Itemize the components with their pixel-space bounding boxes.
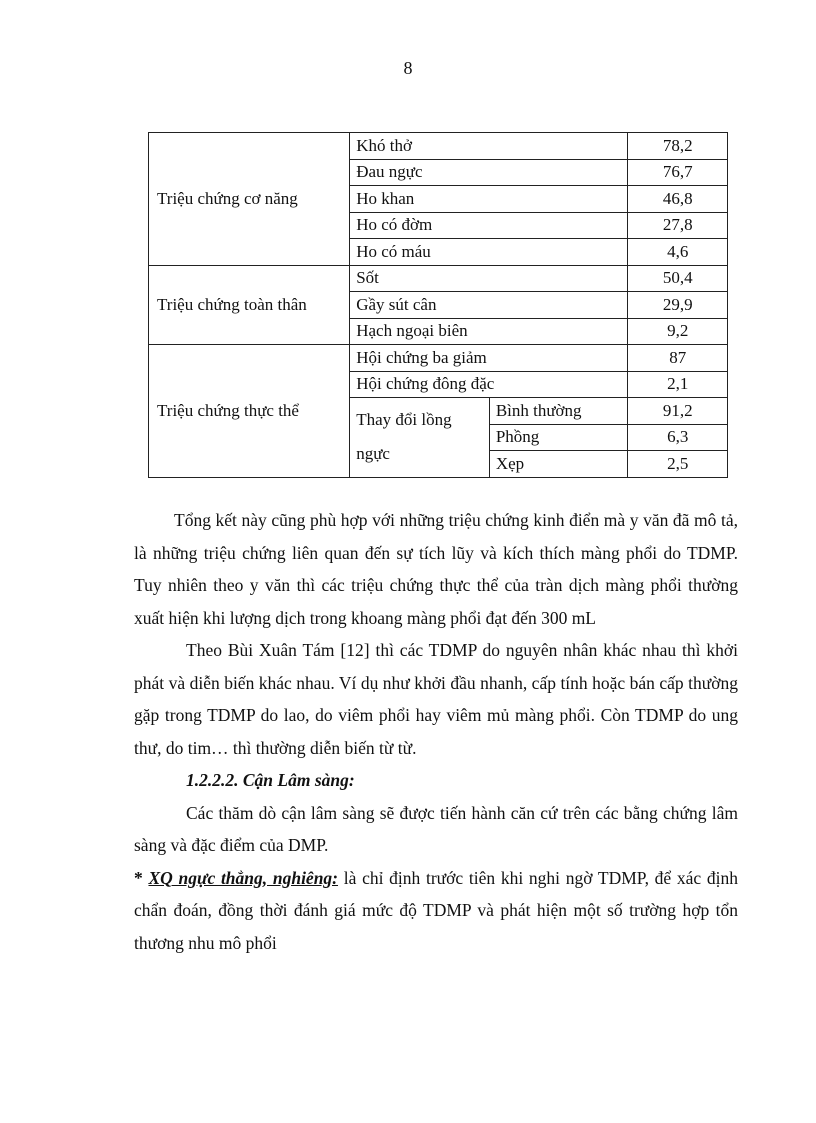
symptom-table (148, 132, 728, 478)
page-number: 8 (403, 58, 413, 78)
value-cell: 29,9 (628, 292, 728, 319)
xray-text: là chỉ định trước tiên khi nghi ngờ TDMP, để xác định chẩn đoán, đồng thời đánh giá mức độ TDMP và phát hiện một số trường hợp tổn thương nhu mô phổi (134, 867, 738, 953)
value-cell: 2,1 (628, 371, 728, 398)
symptom-cell: Hạch ngoại biên (350, 318, 628, 345)
group-label: Triệu chứng cơ năng (149, 133, 350, 266)
symptom-cell: Hội chứng ba giảm (350, 345, 628, 372)
table-row (149, 345, 728, 372)
subgroup-label: Thay đổi lồng ngực (350, 398, 490, 478)
section-heading: 1.2.2.2. Cận Lâm sàng: (186, 770, 355, 790)
body-text (134, 504, 738, 959)
symptom-cell: Gầy sút cân (350, 292, 628, 319)
bullet-star: * (134, 867, 143, 888)
group-label: Triệu chứng thực thể (149, 345, 350, 478)
paragraph-onset: Theo Bùi Xuân Tám [12] thì các TDMP do nguyên nhân khác nhau thì khởi phát và diễn biến khác nhau. Ví dụ như khởi đầu nhanh, cấp tính hoặc bán cấp thường gặp trong TDMP do lao, do viêm phổi hay viêm mủ màng phổi. Còn TDMP do ung thư, do tim… thì thường diễn biến từ từ. (134, 640, 738, 758)
symptom-cell: Sốt (350, 265, 628, 292)
symptom-cell: Xẹp (489, 451, 628, 478)
symptom-cell: Ho có máu (350, 239, 628, 266)
table-row (149, 265, 728, 292)
symptom-cell: Bình thường (489, 398, 628, 425)
value-cell: 78,2 (628, 133, 728, 160)
value-cell: 27,8 (628, 212, 728, 239)
value-cell: 6,3 (628, 424, 728, 451)
xray-label: XQ ngực thẳng, nghiêng: (148, 867, 339, 888)
symptom-cell: Phồng (489, 424, 628, 451)
symptom-cell: Ho có đờm (350, 212, 628, 239)
group-label: Triệu chứng toàn thân (149, 265, 350, 345)
paragraph-xray (134, 862, 738, 960)
value-cell: 4,6 (628, 239, 728, 266)
symptom-cell: Đau ngực (350, 159, 628, 186)
value-cell: 9,2 (628, 318, 728, 345)
symptom-cell: Ho khan (350, 186, 628, 213)
value-cell: 87 (628, 345, 728, 372)
value-cell: 91,2 (628, 398, 728, 425)
table-row (149, 133, 728, 160)
paragraph-paraclinical: Các thăm dò cận lâm sàng sẽ được tiến hành căn cứ trên các bằng chứng lâm sàng và đặc điểm của DMP. (134, 802, 738, 855)
symptom-cell: Khó thở (350, 133, 628, 160)
value-cell: 76,7 (628, 159, 728, 186)
value-cell: 2,5 (628, 451, 728, 478)
value-cell: 46,8 (628, 186, 728, 213)
symptom-cell: Hội chứng đông đặc (350, 371, 628, 398)
value-cell: 50,4 (628, 265, 728, 292)
paragraph-summary: Tổng kết này cũng phù hợp với những triệu chứng kinh điển mà y văn đã mô tả, là những triệu chứng liên quan đến sự tích lũy và kích thích màng phổi do TDMP. Tuy nhiên theo y văn thì các triệu chứng thực thể của tràn dịch màng phổi thường xuất hiện khi lượng dịch trong khoang màng phổi đạt đến 300 mL (134, 510, 738, 628)
